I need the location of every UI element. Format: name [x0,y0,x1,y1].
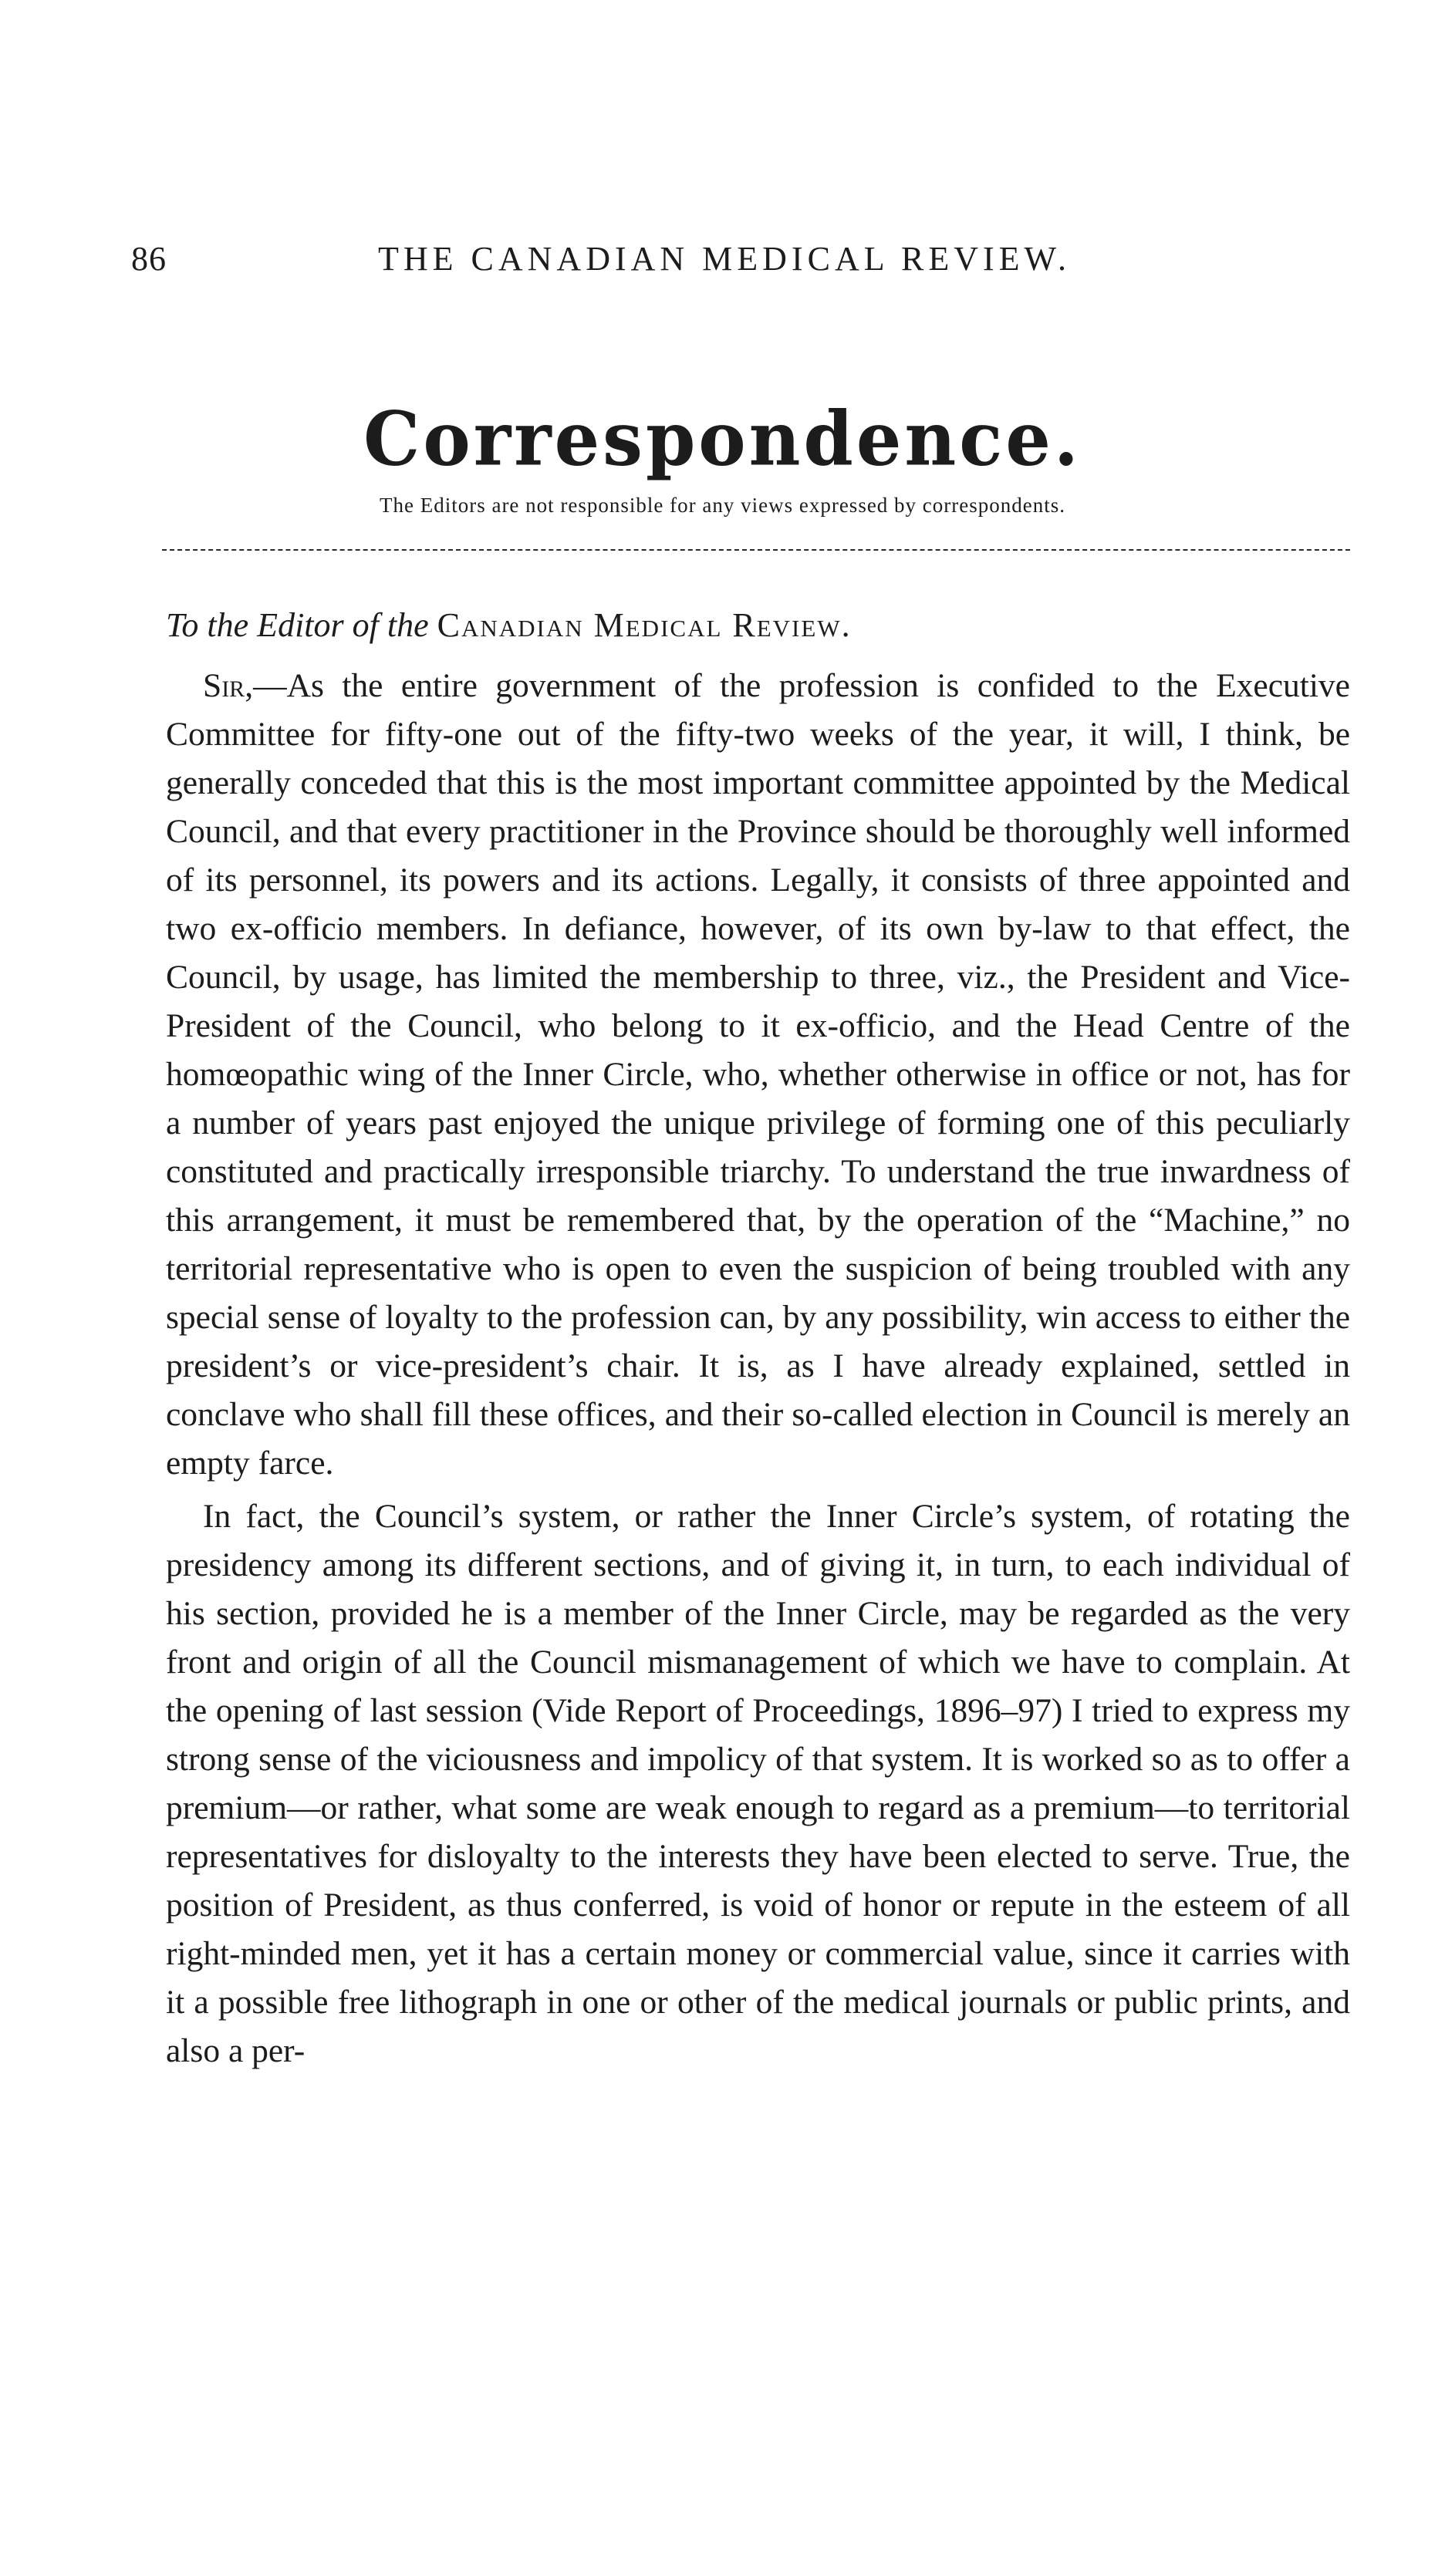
salutation-prefix: To the Editor of the [166,606,429,644]
salutation-journal: Canadian Medical Review. [437,606,852,644]
journal-title: THE CANADIAN MEDICAL REVIEW. [378,240,1071,278]
paragraph-text: —As the entire government of the profession is confided to the Executive Committee for fifty-one out of the fifty-two weeks of the year, it will, I think, be generally conceded that this is the most important committee appointed by the Medical Council, and that every practitioner in the Province should be thoroughly well informed of its personnel, its powers and its actions. Legally, it consists of three appointed and two ex-officio members. In defiance, however, of its own by-law to that effect, the Council, by usage, has limited the membership to three, viz., the President and Vice-President of the Council, who belong to it ex-officio, and the Head Centre of the homœopathic wing of the Inner Circle, who, whether otherwise in office or not, has for a number of years past enjoyed the unique privilege of forming one of this peculiarly constituted and practically irresponsible triarchy. To understand the true inwardness of this arrangement, it must be remembered that, by the operation of the “Machine,” no territorial representative who is open to even the suspicion of being troubled with any special sense of loyalty to the profession can, by any possibility, win access to either the president’s or vice-president’s chair. It is, as I have already explained, settled in conclave who shall fill these offices, and their so-called election in Council is merely an empty farce. [166,667,1350,1482]
section-heading: Correspondence. [363,395,1082,483]
editorial-disclaimer: The Editors are not responsible for any views expressed by correspondents. [379,494,1066,517]
paragraph: In fact, the Council’s system, or rather the Inner Circle’s system, of rotating the presidency among its different sections, and of giving it, in turn, to each individual of his section, provided he is a member of the Inner Circle, may be regarded as the very front and origin of all the Council mismanagement of which we have to complain. At the opening of last session (Vide Report of Proceedings, 1896–97) I tried to express my strong sense of the viciousness and impolicy of that system. It is worked so as to offer a premium—or rather, what some are weak enough to regard as a premium—to territorial representatives for disloyalty to the interests they have been elected to serve. True, the position of President, as thus conferred, is void of honor or repute in the esteem of all right-minded men, yet it has a certain money or commercial value, since it carries with it a possible free lithograph in one or other of the medical journals or public prints, and also a per- [166,1498,1350,2069]
letter-salutation [166,605,852,645]
running-head [131,239,1335,285]
letter-body [166,662,1350,2075]
letter-opening-sir: Sir, [203,667,254,704]
paragraph [166,662,1350,1488]
divider-rule [162,549,1350,551]
page-number: 86 [131,240,167,278]
